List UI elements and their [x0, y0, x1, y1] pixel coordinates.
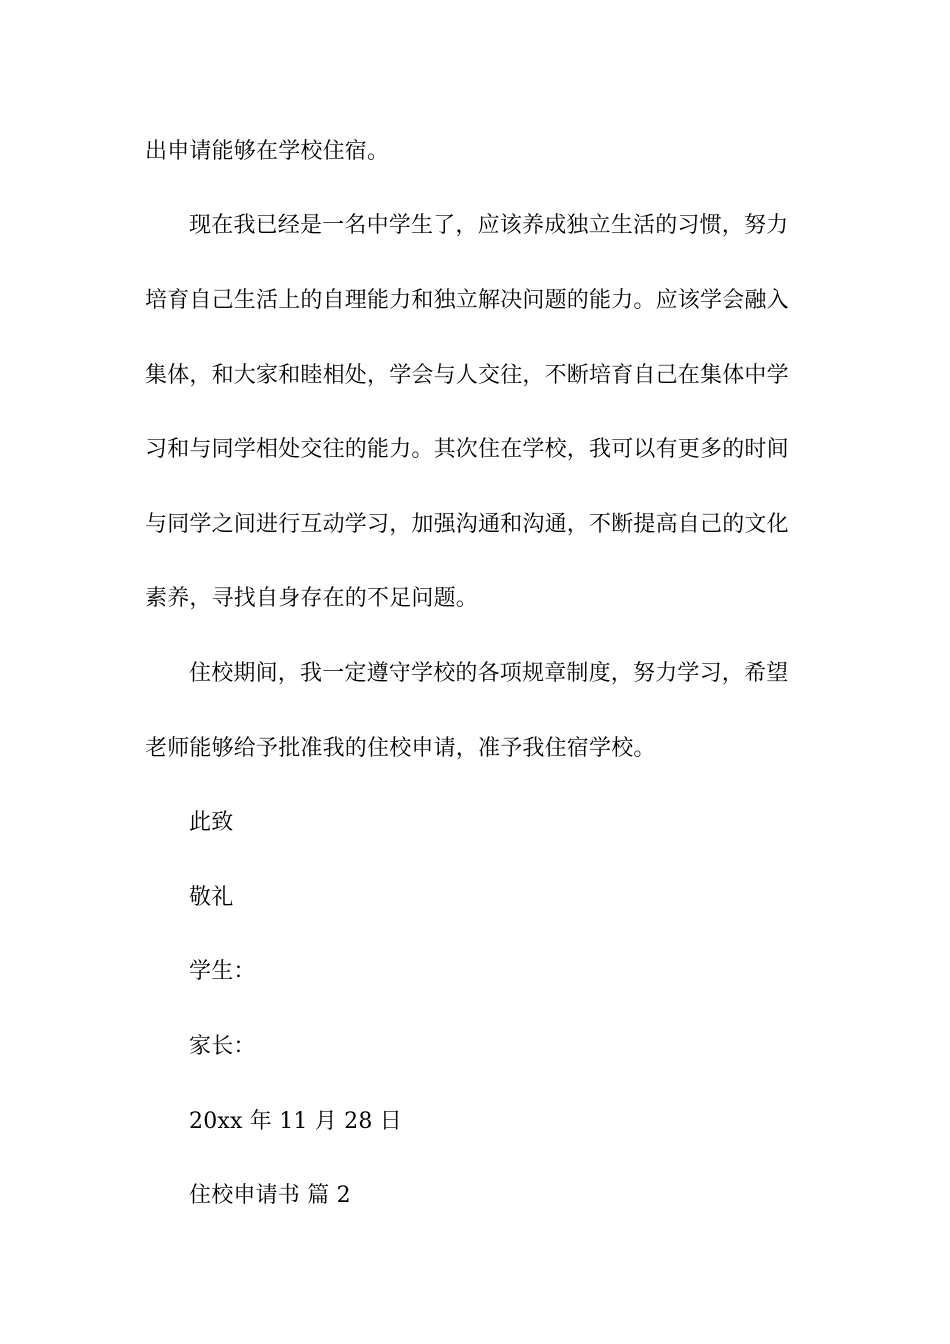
student-signature-label: 学生：	[189, 959, 256, 984]
paragraph-line: 与同学之间进行互动学习，加强沟通和沟通，不断提高自己的文化	[145, 512, 789, 537]
paragraph-line: 习和与同学相处交往的能力。其次住在学校，我可以有更多的时间	[145, 437, 789, 462]
parent-signature-label: 家长：	[189, 1034, 256, 1059]
paragraph-line: 出申请能够在学校住宿。	[145, 139, 390, 164]
closing-regards: 敬礼	[189, 885, 234, 910]
paragraph-line: 老师能够给予批准我的住校申请，准予我住宿学校。	[145, 736, 656, 761]
paragraph-line: 住校期间，我一定遵守学校的各项规章制度，努力学习，希望	[189, 661, 789, 686]
closing-salutation: 此致	[189, 810, 234, 835]
date-line: 20xx 年 11 月 28 日	[189, 1109, 402, 1134]
paragraph-line: 素养，寻找自身存在的不足问题。	[145, 586, 479, 611]
paragraph-line: 集体，和大家和睦相处，学会与人交往，不断培育自己在集体中学	[145, 363, 789, 388]
paragraph-line: 现在我已经是一名中学生了，应该养成独立生活的习惯，努力	[189, 213, 789, 238]
paragraph-line: 培育自己生活上的自理能力和独立解决问题的能力。应该学会融入	[145, 288, 789, 313]
section-heading: 住校申请书 篇 2	[189, 1183, 351, 1208]
